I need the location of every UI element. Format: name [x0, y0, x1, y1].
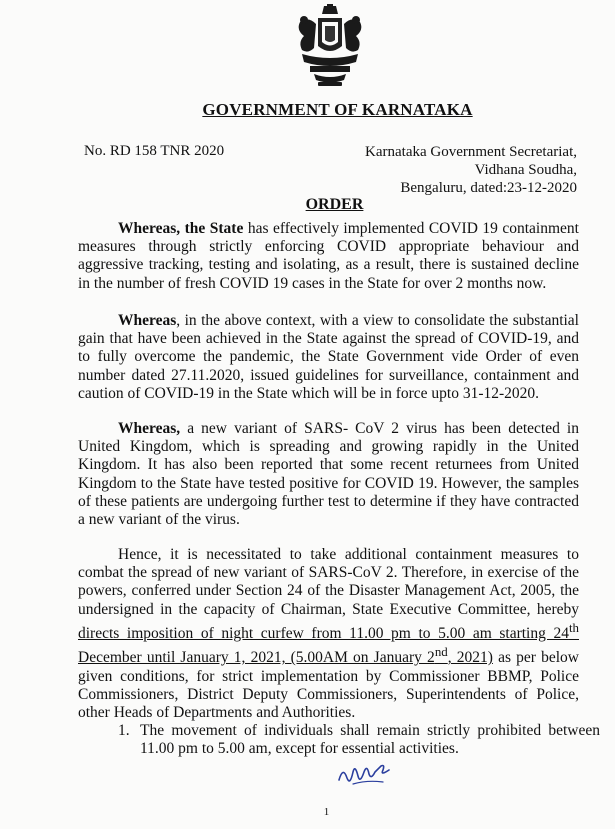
curfew-directive-part-b: December until January 1, 2021, (5.00AM on January 2: [78, 649, 435, 667]
page-number: 1: [323, 806, 330, 818]
paragraph-3: [78, 420, 579, 529]
paragraph-4-start: Hence, it is necessitated to take additional containment measures to combat the spread of new variant of SARS-CoV 2. Therefore, in exercise of the powers, conferred under Section 24 of the Disaster Management Act, 2005, the undersigned in the capacity of Chairman, State Executive Committee, hereby: [78, 546, 579, 618]
paragraph-1: [78, 220, 579, 293]
paragraph-2-text: , in the above context, with a view to consolidate the substantial gain that have been achieved in the State against the spread of COVID-19, and to fully overcome the pandemic, the State Government vide Order of even number dated 27.11.2020, issued guidelines for surveillance, containment and caution of COVID-19 in the State which will be in force upto 31-12-2020.: [78, 312, 579, 402]
paragraph-3-lead: Whereas,: [118, 420, 181, 437]
list-item-number: 1.: [118, 722, 130, 739]
paragraph-3-text: a new variant of SARS- CoV 2 virus has been detected in United Kingdom, which is spreading and growing rapidly in the United Kingdom. It has also been reported that some recent returnees from United Kingdom to the State have tested positive for COVID 19. However, the samples of these patients are undergoing further test to determine if they have contracted a new variant of the virus.: [78, 420, 579, 529]
paragraph-1-lead-2: the State: [180, 220, 244, 237]
paragraph-1-lead: Whereas,: [118, 220, 181, 237]
paragraph-1-text: has effectively implemented COVID 19 containment measures through strictly enforcing COVID appropriate behaviour and aggressive tracking, testing and isolating, as a result, there is sustained decline in the number of fresh COVID 19 cases in the State for over 2 months now.: [78, 220, 579, 292]
curfew-directive-part-a: directs imposition of night curfew from 11.00 pm to 5.00 am starting 24: [78, 624, 569, 642]
curfew-directive-part-c: , 2021): [447, 649, 493, 667]
ordinal-suffix-nd: nd: [434, 644, 448, 660]
address-line-3: Bengaluru, dated:23-12-2020: [400, 180, 577, 196]
paragraph-2-lead: Whereas: [118, 312, 177, 329]
government-title: GOVERNMENT OF KARNATAKA: [202, 100, 473, 119]
state-emblem-icon: [294, 4, 366, 88]
address-line-2: Vidhana Soudha,: [474, 162, 577, 178]
order-heading: ORDER: [305, 196, 364, 213]
paragraph-4: [78, 546, 579, 722]
order-number: No. RD 158 TNR 2020: [84, 143, 225, 159]
paragraph-4-end: as per below given conditions, for strict implementation by Commissioner BBMP, Police Commissioners, District Deputy Commissioners, Superintendents of Police, other Heads of Departments and Authorities.: [78, 649, 579, 721]
list-item: [118, 722, 600, 758]
paragraph-2: [78, 312, 579, 403]
ordinal-suffix-th: th: [568, 619, 579, 635]
signature-icon: [335, 762, 397, 788]
issuing-address: [365, 143, 577, 197]
list-item-text: The movement of individuals shall remain strictly prohibited between 11.00 pm to 5.00 am, except for essential activities.: [140, 722, 600, 758]
address-line-1: Karnataka Government Secretariat,: [365, 144, 577, 160]
